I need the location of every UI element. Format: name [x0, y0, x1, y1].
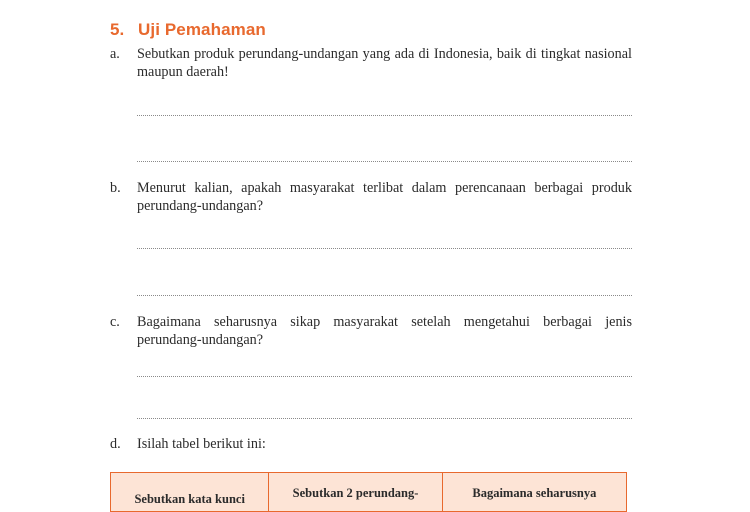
table-header-cell: Sebutkan 2 perundang-	[269, 473, 442, 511]
answer-line[interactable]	[137, 295, 632, 296]
question-d	[110, 435, 632, 453]
answer-line[interactable]	[137, 115, 632, 116]
question-b	[110, 179, 632, 215]
question-letter: a.	[110, 46, 120, 62]
answer-line[interactable]	[137, 376, 632, 377]
question-text: Sebutkan produk perundang-undangan yang ada di Indonesia, baik di tingkat nasional maupun daerah!	[137, 46, 632, 80]
question-letter: b.	[110, 180, 121, 196]
question-text: Menurut kalian, apakah masyarakat terlibat dalam perencanaan berbagai produk perundang-undangan?	[137, 180, 632, 214]
answer-table	[110, 472, 627, 512]
answer-line[interactable]	[137, 248, 632, 249]
question-a	[110, 45, 632, 81]
question-text: Bagaimana seharusnya sikap masyarakat setelah mengetahui berbagai jenis perundang-undangan?	[137, 314, 632, 348]
section-number: 5.	[110, 20, 125, 39]
question-text: Isilah tabel berikut ini:	[137, 436, 266, 452]
question-letter: d.	[110, 436, 121, 452]
answer-line[interactable]	[137, 161, 632, 162]
section-heading	[110, 20, 266, 40]
question-c	[110, 313, 632, 349]
table-header-cell: Sebutkan kata kunci	[111, 473, 269, 511]
question-letter: c.	[110, 314, 120, 330]
answer-line[interactable]	[137, 418, 632, 419]
section-title: Uji Pemahaman	[138, 20, 266, 39]
table-header-cell: Bagaimana seharusnya	[472, 486, 597, 500]
